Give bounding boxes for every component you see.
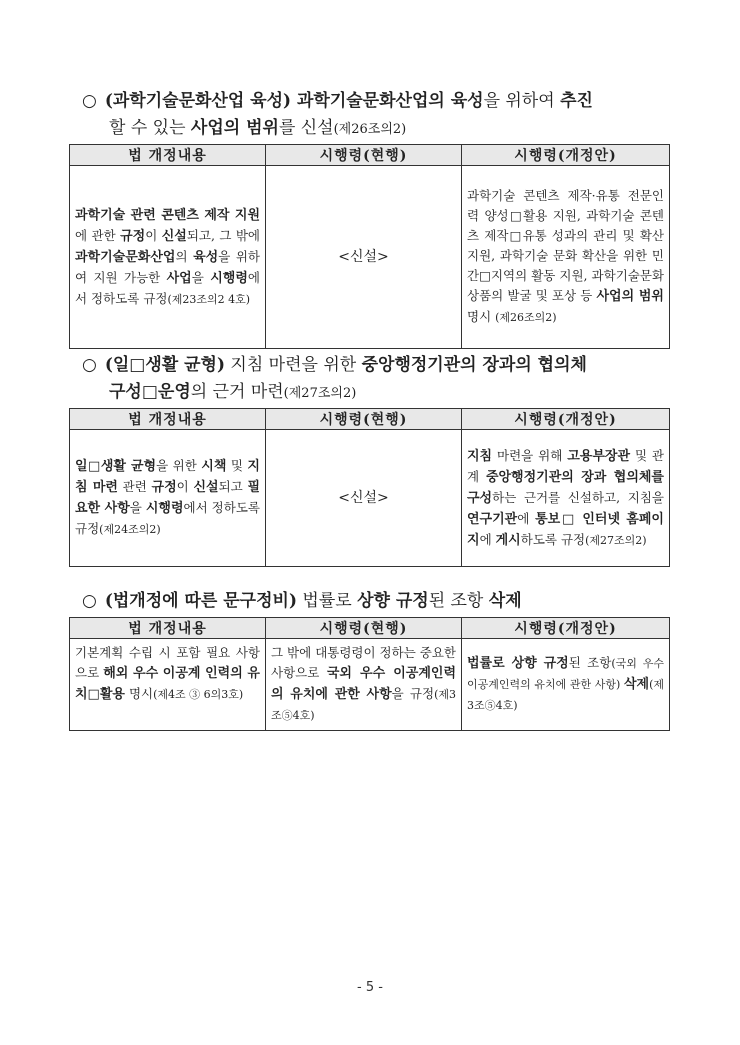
heading-run: 의 근거 마련 <box>190 382 284 402</box>
article-ref: (제3조⑤4호) <box>467 678 664 712</box>
article-ref: (제27조의2) <box>585 533 647 547</box>
text-run: 국외 우수 이공계인력의 유치에 관한 사항 <box>271 666 456 702</box>
text-run: 지침 <box>467 448 493 464</box>
text-run: 의 <box>175 248 194 264</box>
section-3-heading <box>82 588 682 615</box>
text-run: 을 위한 <box>156 458 202 473</box>
text-run: 및 <box>226 458 248 473</box>
text-run: 시행령 <box>145 501 184 516</box>
heading-run: 할 수 있는 <box>109 118 191 138</box>
col-current: 시행령(현행) <box>266 409 462 430</box>
cell-law-change <box>70 430 266 567</box>
section-1-heading-line1 <box>82 88 682 115</box>
table-header-row <box>70 618 670 639</box>
text-run: 및 관계 <box>467 447 664 484</box>
section-2-heading-line2 <box>82 379 682 407</box>
cell-proposed <box>462 639 670 731</box>
text-run: 에 <box>479 531 496 547</box>
heading-run: 을 위하여 <box>483 91 561 111</box>
col-current: 시행령(현행) <box>266 145 462 166</box>
col-law-change: 법 개정내용 <box>70 409 266 430</box>
heading-run: 삭제 <box>488 591 522 611</box>
article-ref: (제4조 ③ 6의3호) <box>153 688 244 701</box>
text-run: 을 <box>191 269 211 285</box>
cell-proposed <box>462 166 670 349</box>
text-run: 과학기술 관련 콘텐츠 제작 지원 <box>75 207 260 223</box>
text-run: 고용부장관 <box>567 448 631 464</box>
cell-current <box>266 430 462 567</box>
table-header-row <box>70 145 670 166</box>
text-run: (국외 우수 이공계인력의 유치에 관한 사항) <box>467 657 665 691</box>
text-run: 해외 우수 이공계 인력의 유치□활용 <box>75 666 260 702</box>
text-run: 하는 근거를 신설하고, 지침을 <box>492 489 664 505</box>
heading-run: 구성□운영 <box>109 382 191 402</box>
text-run: 에 <box>517 510 536 526</box>
heading-run: (일□생활 균형) <box>104 355 226 375</box>
col-proposed: 시행령(개정안) <box>462 618 670 639</box>
text-run: 과학기술 콘텐츠 제작·유통 전문인력 양성□활용 지원, 과학기술 콘텐츠 제작□유통 성과의 관리 및 확산 지원, 과학기술 문화 확산을 위한 민간□지역의 활동 지원, 과학기술문화 상품의 발굴 및 포상 등 <box>467 188 664 303</box>
text-run: 통보□ 인터넷 홈페이지 <box>467 511 664 548</box>
cell-current <box>266 166 462 349</box>
text-run: 연구기관 <box>467 511 518 527</box>
cell-law-change <box>70 639 266 731</box>
bullet: ○ <box>82 355 97 375</box>
section-1-table <box>69 144 670 349</box>
section-3-table <box>69 617 670 731</box>
text-run: 이 <box>176 479 194 494</box>
cell-current <box>266 639 462 731</box>
text-run: <신설> <box>338 490 389 506</box>
text-run: 이 <box>145 227 162 243</box>
heading-run: 지침 마련을 위한 <box>225 355 362 375</box>
article-ref: (제24조의2) <box>99 523 161 536</box>
text-run: 필요한 사항 <box>75 480 260 516</box>
text-run: 사업 <box>166 270 192 286</box>
text-run: 중앙행정기관의 장과 협의체를 구성 <box>467 469 664 506</box>
section-2-heading <box>82 352 682 407</box>
col-law-change: 법 개정내용 <box>70 618 266 639</box>
text-run: 을 <box>129 500 146 515</box>
heading-run: 를 신설 <box>278 118 334 138</box>
col-law-change: 법 개정내용 <box>70 145 266 166</box>
article-ref: (제3조⑤4호) <box>271 688 456 722</box>
text-run: 마련을 위해 <box>492 447 568 463</box>
col-proposed: 시행령(개정안) <box>462 145 670 166</box>
text-run: 시책 <box>201 459 227 474</box>
text-run: 신설 <box>193 480 219 495</box>
col-proposed: 시행령(개정안) <box>462 409 670 430</box>
heading-run: 사업의 범위 <box>190 118 279 138</box>
text-run: 삭제 <box>623 677 650 692</box>
text-run: 그 밖에 대통령령이 정하는 중요한 사항으로 <box>271 645 456 680</box>
table-row <box>70 430 670 567</box>
heading-run: 법률로 <box>297 591 358 611</box>
article-ref: (제23조의2 4호) <box>167 292 251 306</box>
cell-proposed <box>462 430 670 567</box>
heading-run: 상향 규정 <box>357 591 429 611</box>
section-1-heading-line2 <box>82 115 682 143</box>
text-run: 법률로 상향 규정 <box>467 656 569 671</box>
text-run: 되고 <box>218 479 248 494</box>
text-run: 시행령 <box>210 270 248 286</box>
heading-run: 된 조항 <box>428 591 489 611</box>
text-run: 지침 마련 <box>75 459 260 495</box>
text-run: 사업의 범위 <box>596 289 664 304</box>
article-ref: (제26조의2) <box>333 122 407 137</box>
text-run: 일□생활 균형 <box>75 459 157 474</box>
text-run: 과학기술문화산업 <box>75 249 176 265</box>
bullet: ○ <box>82 91 97 111</box>
text-run: 명시 <box>124 686 154 701</box>
table-header-row <box>70 409 670 430</box>
heading-run: 중앙행정기관의 장과의 협의체 <box>361 355 587 375</box>
text-run: 에 관한 <box>75 227 121 243</box>
text-run: 규정 <box>120 228 146 244</box>
article-ref: (제26조의2) <box>495 311 557 324</box>
text-run: 을 위하여 지원 가능한 <box>75 248 260 285</box>
heading-run: 추진 <box>560 91 593 111</box>
text-run: 되고, 그 밖에 <box>186 227 260 243</box>
text-run: 게시 <box>495 532 521 548</box>
section-2-heading-line1 <box>82 352 682 379</box>
cell-law-change <box>70 166 266 349</box>
heading-run: (법개정에 따른 문구정비) <box>104 591 297 611</box>
heading-run: (과학기술문화산업 육성) 과학기술문화산업의 육성 <box>104 91 484 111</box>
text-run: <신설> <box>338 249 389 265</box>
text-run: 하도록 규정 <box>520 531 586 547</box>
text-run: 신설 <box>161 228 187 244</box>
bullet: ○ <box>82 591 97 611</box>
text-run: 육성 <box>193 249 219 265</box>
text-run: 규정 <box>151 480 177 495</box>
text-run: 관련 <box>117 479 152 494</box>
section-2-table <box>69 408 670 567</box>
section-3-heading-line1 <box>82 588 682 615</box>
text-run: 에서 정하도록 규정 <box>75 269 260 306</box>
table-row <box>70 639 670 731</box>
table-row <box>70 166 670 349</box>
col-current: 시행령(현행) <box>266 618 462 639</box>
text-run: 된 조항 <box>568 655 612 670</box>
article-ref: (제27조의2) <box>283 386 357 401</box>
section-1-heading <box>82 88 682 143</box>
text-run: 에서 정하도록 규정 <box>75 500 260 536</box>
text-run: 기본계획 수립 시 포함 필요 사항으로 <box>75 645 260 680</box>
text-run: 명시 <box>467 309 496 324</box>
text-run: 을 규정 <box>391 686 435 701</box>
page-number: - 5 - <box>357 980 383 995</box>
